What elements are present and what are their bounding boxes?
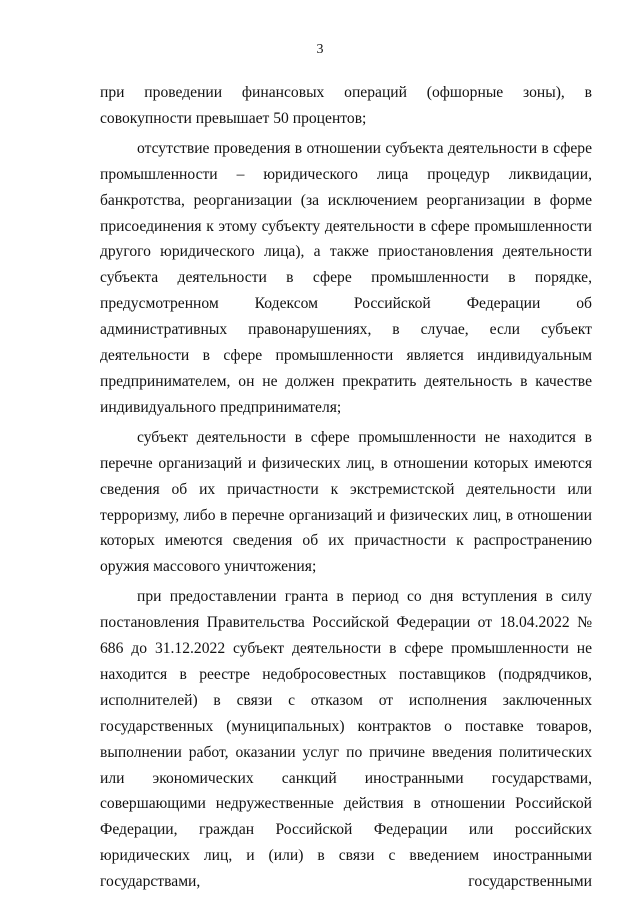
page-number: 3 [316, 42, 324, 57]
paragraph-offshore-share: при проведении финансовых операций (офшорные зоны), в совокупности превышает 50 процентов; [100, 84, 592, 127]
paragraph-grant-period: при предоставлении гранта в период со дня вступления в силу постановления Правительства Российской Федерации от 18.04.2022 № 686 до 31.12.2022 субъект деятельности в сфере промышленности не находится в реестре недобросовестных поставщиков (подрядчиков, исполнителей) в связи с отказом от исполнения заключенных государственных (муниципальных) контрактов о поставке товаров, выполнении работ, оказании услуг по причине введения политических или экономических санкций иностранными государствами, совершающими недружественные действия в отношении Российской Федерации, граждан Российской Федерации или российских юридических лиц, и (или) в связи с введением иностранными государствами, государственными [100, 588, 592, 891]
paragraph-extremism-list: субъект деятельности в сфере промышленности не находится в перечне организаций и физических лиц, в отношении которых имеются сведения об их причастности к экстремистской деятельности или терроризму, либо в перечне организаций и физических лиц, в отношении которых имеются сведения об их причастности к распространению оружия массового уничтожения; [100, 428, 592, 576]
document-body [100, 80, 592, 895]
paragraph-no-liquidation: отсутствие проведения в отношении субъекта деятельности в сфере промышленности – юридического лица процедур ликвидации, банкротства, реорганизации (за исключением реорганизации в форме присоединения к этому субъекту деятельности в сфере промышленности другого юридического лица), а также приостановления деятельности субъекта деятельности в сфере промышленности в порядке, предусмотренном Кодексом Российской Федерации об административных правонарушениях, в случае, если субъект деятельности в сфере промышленности является индивидуальным предпринимателем, он не должен прекратить деятельность в качестве индивидуального предпринимателя; [100, 139, 592, 416]
